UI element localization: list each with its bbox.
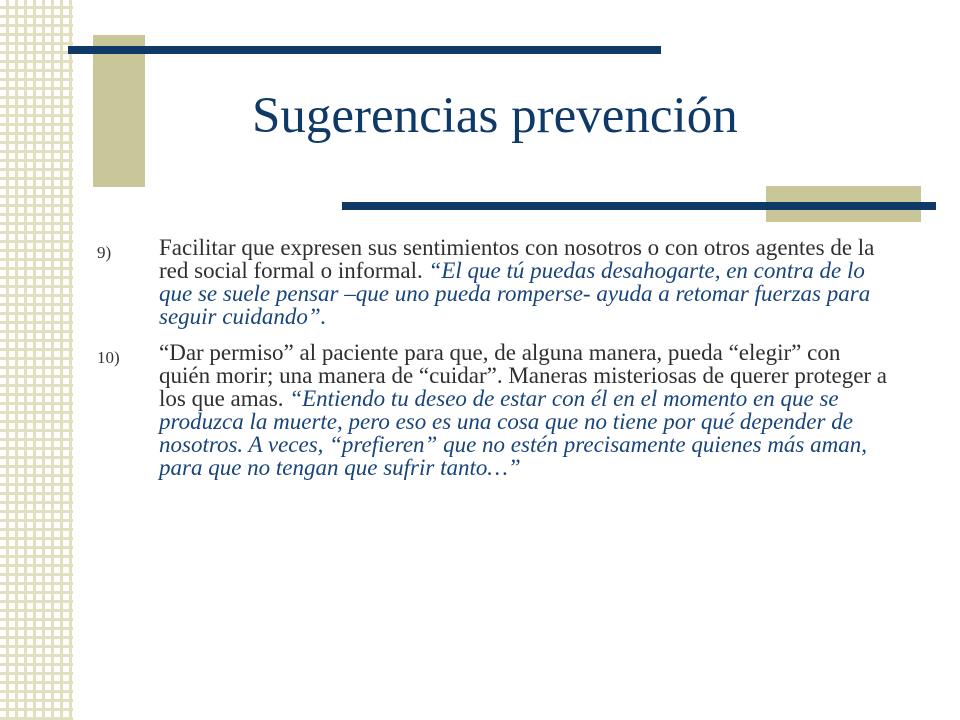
slide-title: Sugerencias prevención [252, 88, 738, 144]
item-text [159, 341, 887, 479]
decorative-navy-bar-bottom [342, 202, 936, 210]
item-number: 10) [97, 348, 120, 367]
decorative-pattern-strip [0, 0, 73, 720]
list-item [97, 341, 887, 479]
item-body: “Dar permiso” al paciente para que, de alguna manera, pueda “elegir” con quién morir; una manera de “cuidar”. Maneras misteriosas de querer proteger a los que amas. [159, 340, 888, 411]
item-quote: “El que tú puedas desahogarte, en contra de lo que se suele pensar –que uno pueda romperse- ayuda a retomar fuerzas para seguir cuidando”. [159, 258, 871, 329]
item-quote: “Entiendo tu deseo de estar con él en el momento en que se produzca la muerte, pero eso es una cosa que no tiene por qué depender de nosotros. A veces, “prefieren” que no estén precisamente quienes más aman, para que no tengan que sufrir tanto…” [159, 386, 867, 480]
item-number: 9) [97, 243, 112, 262]
decorative-olive-block-top [93, 35, 145, 187]
decorative-navy-bar-top [68, 46, 661, 54]
suggestion-list [97, 236, 887, 492]
item-text [159, 236, 887, 328]
list-item [97, 236, 887, 328]
item-body: Facilitar que expresen sus sentimientos con nosotros o con otros agentes de la red social formal o informal. [159, 235, 875, 283]
